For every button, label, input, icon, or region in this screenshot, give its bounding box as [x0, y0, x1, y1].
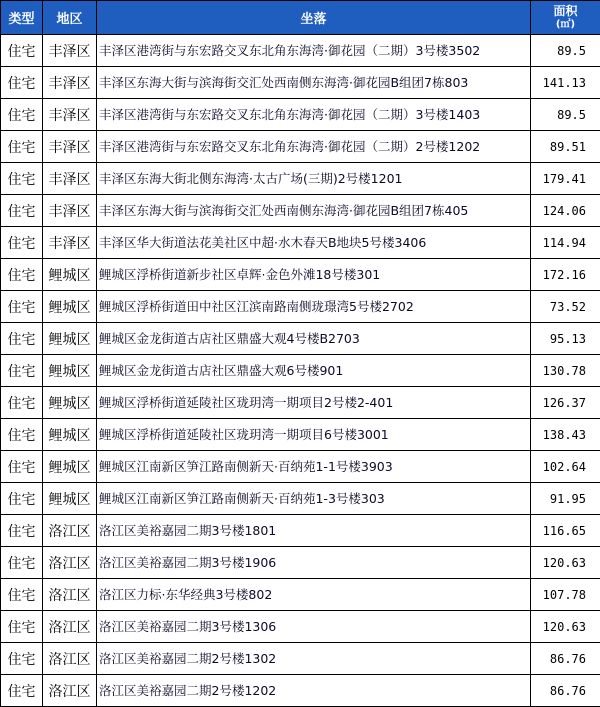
cell-location: 鲤城区浮桥街道延陵社区珑玥湾一期项目2号楼2-401: [97, 387, 531, 419]
table-row: [1, 643, 600, 675]
cell-area: 126.37: [531, 387, 600, 419]
cell-type: 住宅: [1, 675, 43, 707]
cell-district: 鲤城区: [43, 323, 97, 355]
cell-area: 86.76: [531, 643, 600, 675]
table-row: [1, 99, 600, 131]
cell-location: 洛江区美裕嘉园二期2号楼1202: [97, 675, 531, 707]
cell-district: 鲤城区: [43, 387, 97, 419]
cell-area: 130.78: [531, 355, 600, 387]
cell-type: 住宅: [1, 163, 43, 195]
cell-type: 住宅: [1, 195, 43, 227]
cell-district: 洛江区: [43, 515, 97, 547]
header-row: [1, 1, 600, 35]
cell-district: 丰泽区: [43, 195, 97, 227]
cell-district: 丰泽区: [43, 35, 97, 67]
cell-location: 洛江区美裕嘉园二期3号楼1906: [97, 547, 531, 579]
cell-district: 鲤城区: [43, 419, 97, 451]
table-row: [1, 291, 600, 323]
cell-location: 丰泽区港湾街与东宏路交叉东北角东海湾·御花园（二期）3号楼3502: [97, 35, 531, 67]
cell-district: 鲤城区: [43, 291, 97, 323]
cell-type: 住宅: [1, 291, 43, 323]
cell-type: 住宅: [1, 387, 43, 419]
cell-area: 95.13: [531, 323, 600, 355]
cell-location: 鲤城区浮桥街道延陵社区珑玥湾一期项目6号楼3001: [97, 419, 531, 451]
cell-type: 住宅: [1, 547, 43, 579]
table-row: [1, 355, 600, 387]
header-area: 面积: [553, 4, 577, 18]
cell-type: 住宅: [1, 131, 43, 163]
cell-area: 114.94: [531, 227, 600, 259]
table-row: [1, 675, 600, 707]
cell-type: 住宅: [1, 323, 43, 355]
table-body: [1, 35, 600, 707]
header-location: 坐落: [97, 1, 531, 35]
table-row: [1, 195, 600, 227]
cell-district: 丰泽区: [43, 163, 97, 195]
header-area-unit: (㎡): [531, 18, 600, 31]
cell-area: 141.13: [531, 67, 600, 99]
cell-type: 住宅: [1, 579, 43, 611]
table-row: [1, 163, 600, 195]
cell-area: 120.63: [531, 547, 600, 579]
cell-district: 洛江区: [43, 675, 97, 707]
cell-district: 丰泽区: [43, 227, 97, 259]
cell-location: 洛江区力标·东华经典3号楼802: [97, 579, 531, 611]
cell-type: 住宅: [1, 99, 43, 131]
cell-type: 住宅: [1, 611, 43, 643]
cell-district: 洛江区: [43, 611, 97, 643]
cell-district: 丰泽区: [43, 67, 97, 99]
cell-type: 住宅: [1, 355, 43, 387]
cell-type: 住宅: [1, 419, 43, 451]
table-row: [1, 131, 600, 163]
cell-area: 91.95: [531, 483, 600, 515]
cell-area: 120.63: [531, 611, 600, 643]
cell-type: 住宅: [1, 451, 43, 483]
table-row: [1, 515, 600, 547]
cell-location: 鲤城区浮桥街道田中社区江滨南路南侧珑璟湾5号楼2702: [97, 291, 531, 323]
table-row: [1, 611, 600, 643]
cell-area: 124.06: [531, 195, 600, 227]
cell-location: 丰泽区东海大街与滨海街交汇处西南侧东海湾·御花园B组团7栋405: [97, 195, 531, 227]
table-row: [1, 323, 600, 355]
cell-district: 洛江区: [43, 579, 97, 611]
cell-location: 丰泽区华大街道法花美社区中超·水木春天B地块5号楼3406: [97, 227, 531, 259]
cell-type: 住宅: [1, 483, 43, 515]
cell-location: 鲤城区金龙街道古店社区鼎盛大观6号楼901: [97, 355, 531, 387]
table-row: [1, 547, 600, 579]
cell-location: 丰泽区东海大街北侧东海湾·太古广场(三期)2号楼1201: [97, 163, 531, 195]
cell-type: 住宅: [1, 67, 43, 99]
table-row: [1, 579, 600, 611]
table-row: [1, 483, 600, 515]
header-area-cell: [531, 1, 600, 35]
table-row: [1, 35, 600, 67]
header-type: 类型: [1, 1, 43, 35]
cell-district: 丰泽区: [43, 131, 97, 163]
cell-type: 住宅: [1, 643, 43, 675]
cell-location: 丰泽区港湾街与东宏路交叉东北角东海湾·御花园（二期）3号楼1403: [97, 99, 531, 131]
cell-location: 丰泽区东海大街与滨海街交汇处西南侧东海湾·御花园B组团7栋803: [97, 67, 531, 99]
cell-area: 138.43: [531, 419, 600, 451]
header-district: 地区: [43, 1, 97, 35]
cell-district: 洛江区: [43, 643, 97, 675]
cell-district: 鲤城区: [43, 451, 97, 483]
cell-location: 鲤城区江南新区笋江路南侧新天·百纳苑1-3号楼303: [97, 483, 531, 515]
cell-area: 89.5: [531, 35, 600, 67]
table-row: [1, 387, 600, 419]
cell-location: 洛江区美裕嘉园二期3号楼1306: [97, 611, 531, 643]
cell-location: 丰泽区港湾街与东宏路交叉东北角东海湾·御花园（二期）2号楼1202: [97, 131, 531, 163]
cell-area: 107.78: [531, 579, 600, 611]
cell-district: 鲤城区: [43, 259, 97, 291]
cell-area: 179.41: [531, 163, 600, 195]
cell-area: 116.65: [531, 515, 600, 547]
cell-location: 洛江区美裕嘉园二期2号楼1302: [97, 643, 531, 675]
cell-location: 洛江区美裕嘉园二期3号楼1801: [97, 515, 531, 547]
cell-type: 住宅: [1, 35, 43, 67]
cell-district: 鲤城区: [43, 355, 97, 387]
cell-location: 鲤城区江南新区笋江路南侧新天·百纳苑1-1号楼3903: [97, 451, 531, 483]
cell-location: 鲤城区金龙街道古店社区鼎盛大观4号楼B2703: [97, 323, 531, 355]
cell-district: 洛江区: [43, 547, 97, 579]
table-row: [1, 451, 600, 483]
cell-type: 住宅: [1, 259, 43, 291]
cell-area: 102.64: [531, 451, 600, 483]
cell-district: 丰泽区: [43, 99, 97, 131]
table-row: [1, 419, 600, 451]
cell-area: 73.52: [531, 291, 600, 323]
cell-type: 住宅: [1, 515, 43, 547]
table-row: [1, 259, 600, 291]
cell-area: 89.51: [531, 131, 600, 163]
cell-area: 86.76: [531, 675, 600, 707]
table-row: [1, 67, 600, 99]
cell-type: 住宅: [1, 227, 43, 259]
cell-area: 172.16: [531, 259, 600, 291]
cell-district: 鲤城区: [43, 483, 97, 515]
cell-location: 鲤城区浮桥街道新步社区卓辉·金色外滩18号楼301: [97, 259, 531, 291]
table-row: [1, 227, 600, 259]
cell-area: 89.5: [531, 99, 600, 131]
